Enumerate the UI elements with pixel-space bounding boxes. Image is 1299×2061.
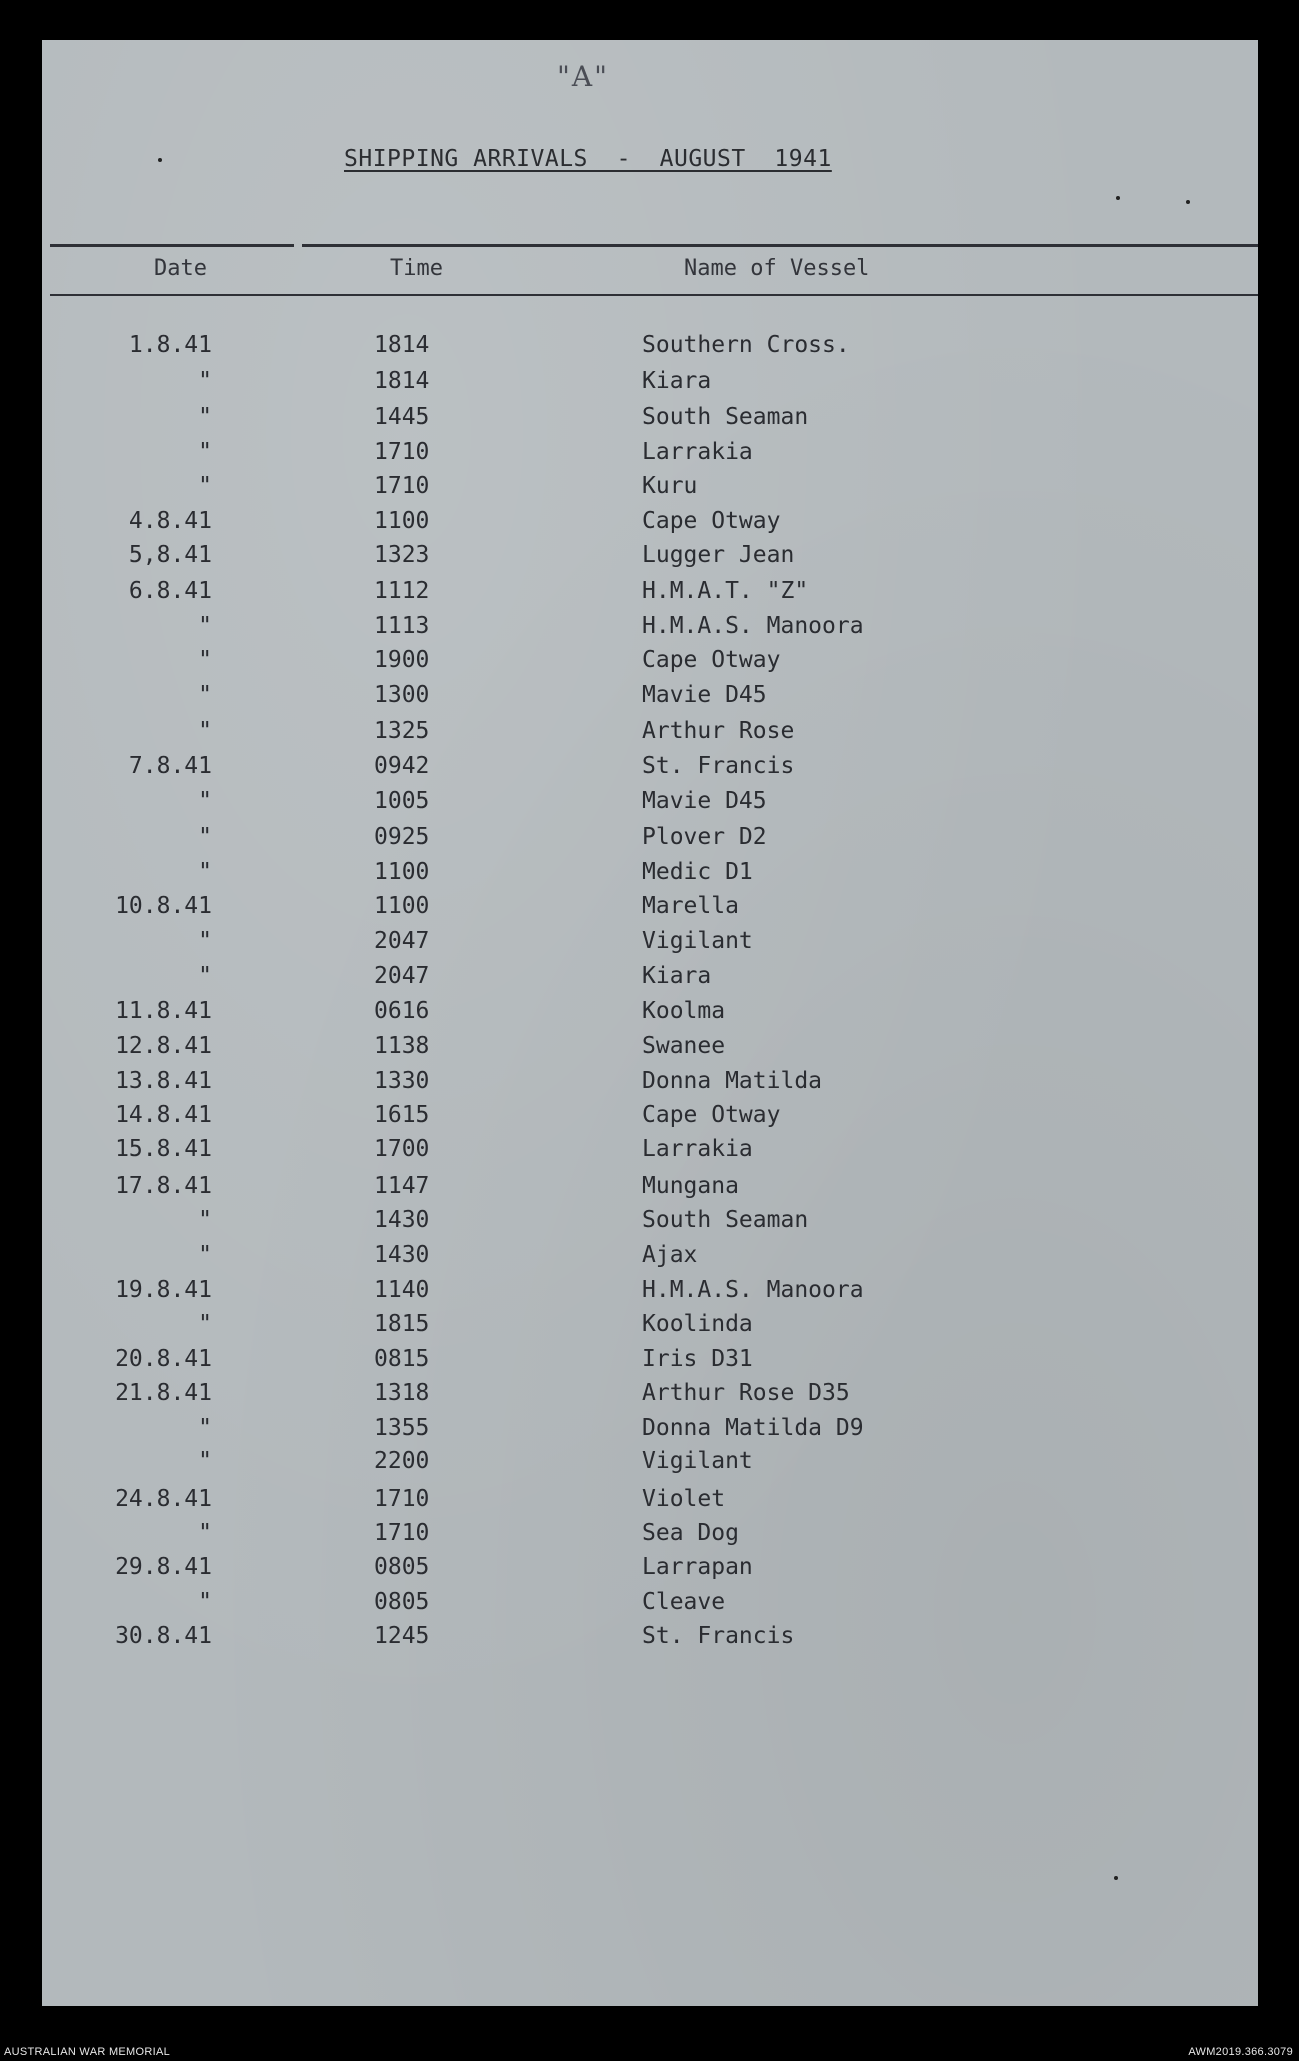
table-cell-date: "	[198, 963, 212, 989]
table-cell-vessel: Violet	[642, 1486, 726, 1512]
table-cell-time: 2047	[374, 963, 430, 989]
table-cell-vessel: Vigilant	[642, 1448, 753, 1474]
table-cell-date: "	[198, 1448, 212, 1474]
table-cell-time: 1300	[374, 682, 430, 708]
table-cell-date: 24.8.41	[115, 1486, 212, 1512]
paper-speck	[1114, 1876, 1118, 1880]
table-cell-vessel: South Seaman	[642, 404, 809, 430]
table-cell-date: 20.8.41	[115, 1346, 212, 1372]
table-cell-date: 21.8.41	[115, 1380, 212, 1406]
table-cell-time: 1445	[374, 404, 430, 430]
table-cell-date: "	[198, 1415, 212, 1441]
table-cell-vessel: Swanee	[642, 1033, 726, 1059]
table-cell-vessel: Koolma	[642, 998, 726, 1024]
table-cell-time: 1005	[374, 788, 430, 814]
table-cell-date: "	[198, 859, 212, 885]
top-rule-right	[302, 244, 1258, 247]
table-cell-time: 1355	[374, 1415, 430, 1441]
table-cell-vessel: Southern Cross.	[642, 332, 850, 358]
table-cell-vessel: Sea Dog	[642, 1520, 739, 1546]
header-rule	[50, 294, 1258, 296]
table-cell-time: 1710	[374, 473, 430, 499]
paper-speck	[1116, 196, 1120, 200]
table-cell-vessel: Arthur Rose	[642, 718, 795, 744]
table-cell-vessel: Cape Otway	[642, 1102, 781, 1128]
column-header-time: Time	[390, 256, 443, 281]
table-cell-vessel: St. Francis	[642, 753, 795, 779]
table-cell-time: 1900	[374, 647, 430, 673]
table-cell-time: 1100	[374, 859, 430, 885]
table-cell-time: 1710	[374, 1486, 430, 1512]
table-cell-date: 5,8.41	[128, 542, 212, 568]
table-cell-time: 0925	[374, 824, 430, 850]
table-cell-date: 4.8.41	[128, 508, 212, 534]
table-cell-time: 0942	[374, 753, 430, 779]
table-cell-vessel: Koolinda	[642, 1311, 753, 1337]
table-cell-time: 1710	[374, 1520, 430, 1546]
paper-speck	[158, 158, 162, 162]
table-cell-time: 1100	[374, 508, 430, 534]
table-cell-date: 13.8.41	[115, 1068, 212, 1094]
table-cell-time: 1700	[374, 1136, 430, 1162]
annotation-mark: "A"	[557, 60, 609, 93]
table-cell-vessel: Marella	[642, 893, 739, 919]
column-header-vessel: Name of Vessel	[684, 256, 870, 281]
table-cell-time: 1710	[374, 439, 430, 465]
table-cell-vessel: St. Francis	[642, 1623, 795, 1649]
document-page	[42, 40, 1258, 2006]
table-cell-time: 1245	[374, 1623, 430, 1649]
table-cell-vessel: South Seaman	[642, 1207, 809, 1233]
table-cell-date: "	[198, 368, 212, 394]
table-cell-date: "	[198, 682, 212, 708]
table-cell-vessel: Cleave	[642, 1589, 726, 1615]
table-cell-time: 1814	[374, 332, 430, 358]
table-cell-vessel: Kiara	[642, 368, 712, 394]
top-rule-left	[50, 244, 294, 247]
table-cell-date: 19.8.41	[115, 1277, 212, 1303]
table-cell-date: "	[198, 404, 212, 430]
table-cell-time: 1615	[374, 1102, 430, 1128]
table-cell-vessel: Larrapan	[642, 1554, 753, 1580]
table-cell-vessel: Mavie D45	[642, 788, 767, 814]
table-cell-date: "	[198, 439, 212, 465]
table-cell-vessel: Mungana	[642, 1173, 739, 1199]
table-cell-date: "	[198, 718, 212, 744]
table-cell-date: "	[198, 613, 212, 639]
table-cell-time: 2047	[374, 928, 430, 954]
table-cell-vessel: Plover D2	[642, 824, 767, 850]
table-cell-date: "	[198, 1311, 212, 1337]
table-cell-time: 1138	[374, 1033, 430, 1059]
table-cell-vessel: Larrakia	[642, 1136, 753, 1162]
table-cell-date: 29.8.41	[115, 1554, 212, 1580]
table-cell-time: 1140	[374, 1277, 430, 1303]
table-cell-vessel: Kiara	[642, 963, 712, 989]
table-cell-time: 1112	[374, 578, 430, 604]
table-cell-time: 1318	[374, 1380, 430, 1406]
table-cell-date: 12.8.41	[115, 1033, 212, 1059]
table-cell-date: "	[198, 1520, 212, 1546]
table-cell-time: 1814	[374, 368, 430, 394]
table-cell-vessel: Ajax	[642, 1242, 698, 1268]
table-cell-vessel: H.M.A.T. "Z"	[642, 578, 809, 604]
table-cell-time: 1113	[374, 613, 430, 639]
table-cell-time: 1147	[374, 1173, 430, 1199]
table-cell-vessel: Lugger Jean	[642, 542, 795, 568]
table-cell-date: 10.8.41	[115, 893, 212, 919]
table-cell-vessel: Donna Matilda D9	[642, 1415, 864, 1441]
table-cell-vessel: Kuru	[642, 473, 698, 499]
table-cell-date: 11.8.41	[115, 998, 212, 1024]
table-cell-date: "	[198, 1242, 212, 1268]
table-cell-time: 1430	[374, 1207, 430, 1233]
table-cell-time: 0805	[374, 1589, 430, 1615]
page-title: SHIPPING ARRIVALS - AUGUST 1941	[344, 146, 832, 172]
table-cell-date: 7.8.41	[128, 753, 212, 779]
table-cell-vessel: Donna Matilda	[642, 1068, 823, 1094]
table-cell-vessel: Vigilant	[642, 928, 753, 954]
table-cell-time: 0805	[374, 1554, 430, 1580]
table-cell-date: "	[198, 1589, 212, 1615]
table-cell-date: "	[198, 928, 212, 954]
table-cell-vessel: Cape Otway	[642, 508, 781, 534]
footer-institution: AUSTRALIAN WAR MEMORIAL	[4, 2046, 171, 2058]
table-cell-time: 0815	[374, 1346, 430, 1372]
table-cell-date: "	[198, 824, 212, 850]
table-cell-vessel: Iris D31	[642, 1346, 753, 1372]
table-cell-date: 14.8.41	[115, 1102, 212, 1128]
table-cell-date: 30.8.41	[115, 1623, 212, 1649]
table-cell-vessel: H.M.A.S. Manoora	[642, 613, 864, 639]
table-cell-date: 17.8.41	[115, 1173, 212, 1199]
table-cell-date: "	[198, 1207, 212, 1233]
paper-speck	[1186, 200, 1190, 204]
table-cell-date: 1.8.41	[128, 332, 212, 358]
table-cell-time: 1430	[374, 1242, 430, 1268]
table-cell-date: 6.8.41	[128, 578, 212, 604]
table-cell-date: "	[198, 473, 212, 499]
table-cell-vessel: Mavie D45	[642, 682, 767, 708]
table-cell-vessel: Medic D1	[642, 859, 753, 885]
table-cell-time: 1323	[374, 542, 430, 568]
table-cell-time: 2200	[374, 1448, 430, 1474]
table-cell-vessel: H.M.A.S. Manoora	[642, 1277, 864, 1303]
table-cell-time: 1100	[374, 893, 430, 919]
column-header-date: Date	[154, 256, 207, 281]
table-cell-time: 0616	[374, 998, 430, 1024]
footer-reference: AWM2019.366.3079	[1188, 2046, 1293, 2058]
table-cell-date: "	[198, 788, 212, 814]
table-cell-date: "	[198, 647, 212, 673]
table-cell-date: 15.8.41	[115, 1136, 212, 1162]
table-cell-vessel: Larrakia	[642, 439, 753, 465]
table-cell-time: 1325	[374, 718, 430, 744]
table-cell-time: 1815	[374, 1311, 430, 1337]
table-cell-time: 1330	[374, 1068, 430, 1094]
table-cell-vessel: Arthur Rose D35	[642, 1380, 850, 1406]
table-cell-vessel: Cape Otway	[642, 647, 781, 673]
